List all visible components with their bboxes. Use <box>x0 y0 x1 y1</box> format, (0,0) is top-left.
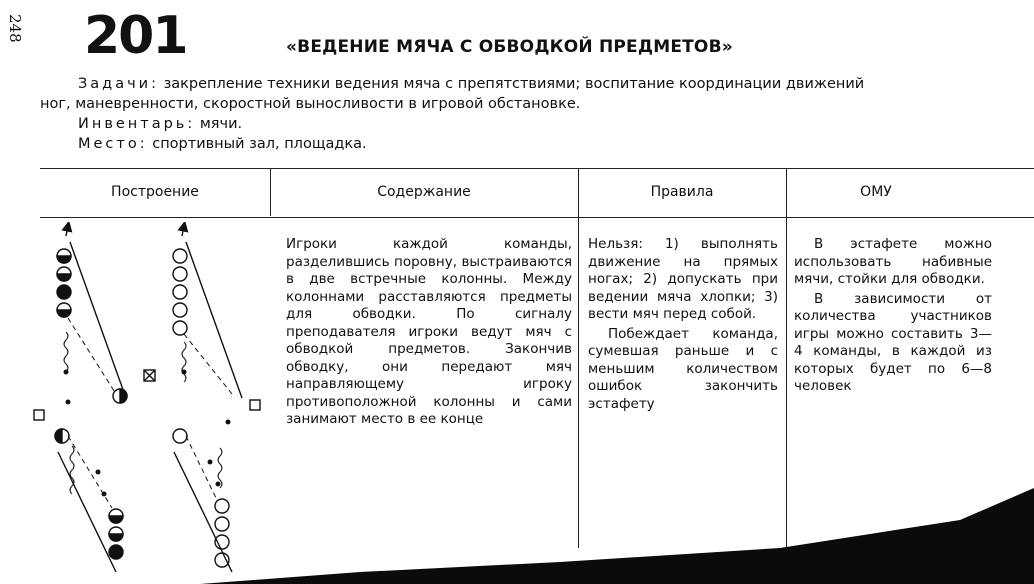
content-text: Игроки каждой команды, разделившись поровну, выстраиваются в две встречные колонны. Между колоннами расставляются предметы для обводки. По сигналу преподавателя игроки ведут мяч с обводкой предметов. Закончив обводку, они передают мяч направляющему игроку противоположной колонны и сами занимают место в ее конце <box>286 236 572 427</box>
table-divider-2 <box>578 168 579 548</box>
left-team-lower <box>55 389 127 572</box>
place-label: Место: <box>78 136 148 152</box>
table-top-rule <box>40 168 1034 169</box>
table-divider-3 <box>786 168 787 548</box>
player-half-filled-icon <box>57 249 71 317</box>
inventory-line <box>40 114 1006 134</box>
right-team-lower <box>173 429 232 572</box>
obstacle-box-icon <box>34 370 260 420</box>
ball-icon <box>64 370 231 497</box>
header-rules: Правила <box>650 184 714 200</box>
omu-cell <box>794 236 992 396</box>
inventory-value: мячи. <box>199 116 243 132</box>
dribble-path <box>64 332 222 494</box>
header-content: Содержание <box>377 184 471 200</box>
header-construction: Построение <box>111 184 199 200</box>
page-number: 248 <box>6 14 24 43</box>
tasks-text-1: закрепление техники ведения мяча с препятствиями; воспитание координации движений <box>163 76 865 92</box>
content-cell <box>286 236 572 429</box>
place-value: спортивный зал, площадка. <box>152 136 367 152</box>
omu-text-2: В зависимости от количества участников игры можно составить 3—4 команды, в каждой из которых будет по 6—8 человек <box>794 290 992 394</box>
path-line <box>186 242 242 398</box>
path-line <box>70 242 126 398</box>
tasks-line-1 <box>40 74 1006 94</box>
game-number: 201 <box>84 6 187 66</box>
tasks-text-2: ног, маневренности, скоростной выносливости в игровой обстановке. <box>40 96 581 112</box>
inventory-label: Инвентарь: <box>78 116 196 132</box>
rules-text-1: Нельзя: 1) выполнять движение на прямых ногах; 2) допускать при ведении мяча хлопки; 3) вести мяч перед собой. <box>588 236 778 322</box>
game-title: «ВЕДЕНИЕ МЯЧА С ОБВОДКОЙ ПРЕДМЕТОВ» <box>286 37 733 57</box>
path-line <box>58 452 116 572</box>
rules-text-2: Побеждает команда, сумевшая раньше и с меньшим количеством ошибок закончить эстафету <box>588 325 778 412</box>
tasks-label: Задачи: <box>78 76 159 92</box>
table-header-rule <box>40 217 1034 218</box>
game-meta <box>40 74 1006 154</box>
rules-cell <box>588 236 778 413</box>
header-omu: ОМУ <box>860 184 892 200</box>
place-line <box>40 134 1006 154</box>
omu-text-1: В эстафете можно использовать набивные мячи, стойки для обводки. <box>794 236 992 287</box>
pass-dashed-lines <box>68 318 232 508</box>
formation-diagram <box>28 222 278 584</box>
